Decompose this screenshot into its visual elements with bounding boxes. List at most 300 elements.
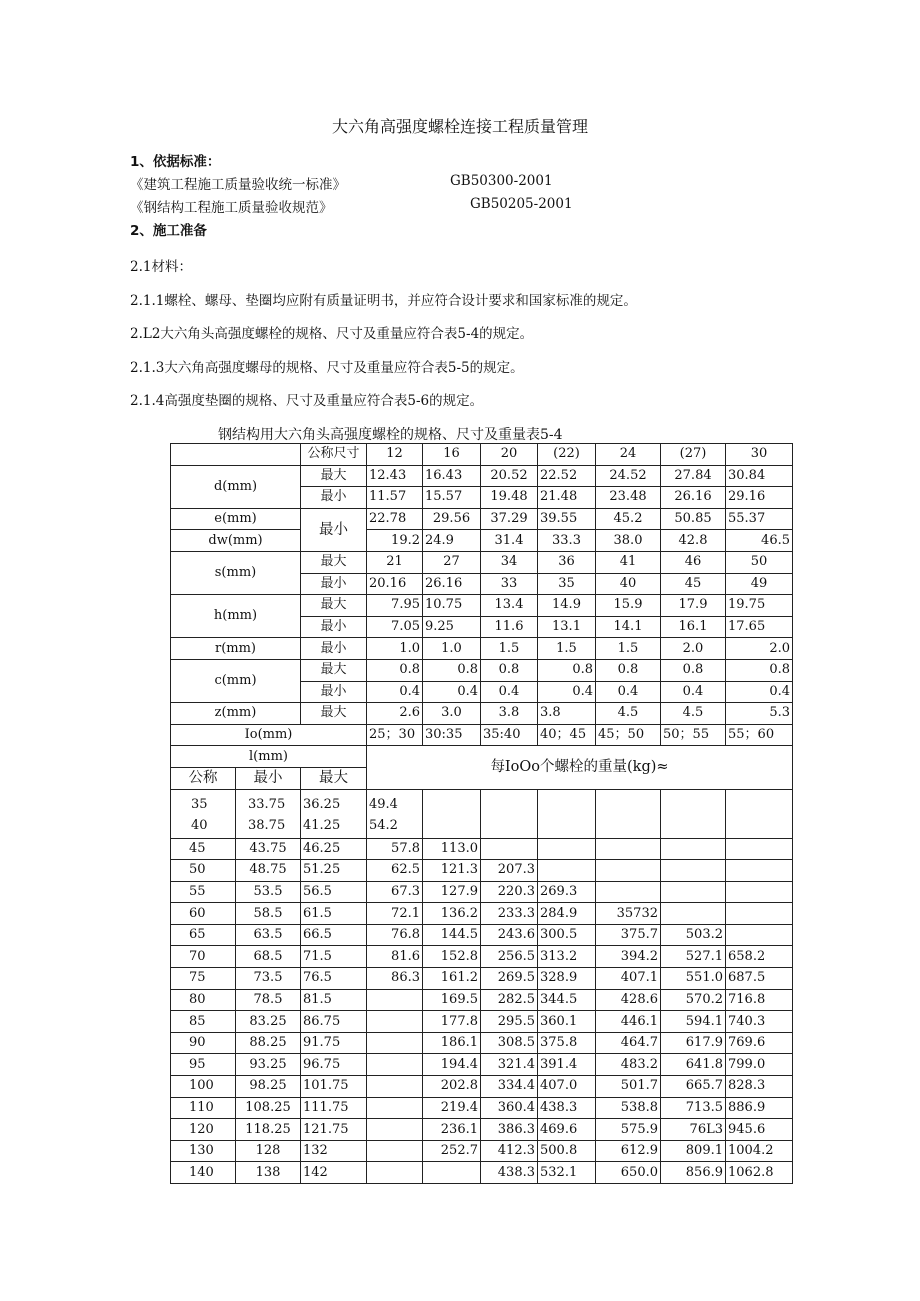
value-cell: 30.84 (726, 465, 793, 487)
weight-cell: 386.3 (481, 1119, 538, 1141)
max-cell: 71.5 (301, 946, 367, 968)
weight-cell: 658.2 (726, 946, 793, 968)
value-cell: 33.3 (538, 530, 596, 552)
weight-cell (726, 903, 793, 925)
value-cell: 14.1 (596, 616, 661, 638)
value-cell: 35:40 (481, 724, 538, 746)
value-cell: 22.52 (538, 465, 596, 487)
max-cell: 111.75 (301, 1097, 367, 1119)
value-cell: 0.4 (596, 681, 661, 703)
param-h-label: h(mm) (171, 595, 301, 638)
weight-cell (596, 838, 661, 860)
weight-cell: 641.8 (661, 1054, 726, 1076)
value-cell: 15.57 (423, 487, 481, 509)
nominal-cell: 130 (171, 1140, 236, 1162)
nominal-cell: 100 (171, 1076, 236, 1098)
max-cell: 121.75 (301, 1119, 367, 1141)
weight-cell: 375.8 (538, 1032, 596, 1054)
value-cell: 49 (726, 573, 793, 595)
value-cell: 0.4 (538, 681, 596, 703)
weight-cell: 300.5 (538, 924, 596, 946)
max-cell: 76.5 (301, 968, 367, 990)
value-cell: (27) (661, 444, 726, 466)
value-cell: 7.05 (367, 616, 423, 638)
value-text: 40 (191, 817, 208, 833)
value-cell: 42.8 (661, 530, 726, 552)
value-cell: 12.43 (367, 465, 423, 487)
min-cell: 98.25 (236, 1076, 301, 1098)
weight-cell (481, 838, 538, 860)
bolt-spec-table (170, 443, 793, 1184)
value-cell: 45；50 (596, 724, 661, 746)
min-cell: 68.5 (236, 946, 301, 968)
value-cell: 0.8 (367, 659, 423, 681)
value-text: 33.75 (248, 796, 286, 812)
weight-cell (596, 860, 661, 882)
param-row-z (171, 703, 793, 725)
weight-cell: 161.2 (423, 968, 481, 990)
value-cell: 19.75 (726, 595, 793, 617)
weight-cell: 438.3 (538, 1097, 596, 1119)
weight-cell (538, 860, 596, 882)
weight-cell (726, 881, 793, 903)
max-cell: 91.75 (301, 1032, 367, 1054)
value-cell: 27 (423, 551, 481, 573)
value-cell: 35 (538, 573, 596, 595)
length-row (171, 1119, 793, 1141)
min-cell: 73.5 (236, 968, 301, 990)
value-cell: 12 (367, 444, 423, 466)
weight-cell: 551.0 (661, 968, 726, 990)
value-cell: 0.4 (423, 681, 481, 703)
weight-cell (367, 1011, 423, 1033)
weight-cell: 501.7 (596, 1076, 661, 1098)
value-cell: 34 (481, 551, 538, 573)
weight-cell: 76.8 (367, 924, 423, 946)
length-row (171, 1097, 793, 1119)
nominal-cell: 65 (171, 924, 236, 946)
weight-cell: 321.4 (481, 1054, 538, 1076)
blank-cell (171, 444, 301, 466)
weight-cell (661, 860, 726, 882)
min-cell: 48.75 (236, 860, 301, 882)
weight-cell: 81.6 (367, 946, 423, 968)
value-cell: 4.5 (661, 703, 726, 725)
weight-cell (538, 838, 596, 860)
value-cell: 4.5 (596, 703, 661, 725)
weight-cell (596, 881, 661, 903)
max-cell: 61.5 (301, 903, 367, 925)
weight-cell: 328.9 (538, 968, 596, 990)
param-d-label: d(mm) (171, 465, 301, 508)
weight-cell: 313.2 (538, 946, 596, 968)
weight-cell: 575.9 (596, 1119, 661, 1141)
weight-cell: 76L3 (661, 1119, 726, 1141)
min-cell: 118.25 (236, 1119, 301, 1141)
value-cell: 10.75 (423, 595, 481, 617)
weight-cell (726, 924, 793, 946)
weight-cell (367, 789, 423, 838)
weight-cell: 799.0 (726, 1054, 793, 1076)
weight-cell: 256.5 (481, 946, 538, 968)
nominal-cell: 55 (171, 881, 236, 903)
para-2-1-4: 2.1.4高强度垫圈的规格、尺寸及重量应符合表5-6的规定。 (130, 393, 484, 409)
value-cell: 30 (726, 444, 793, 466)
min-cell: 83.25 (236, 1011, 301, 1033)
weight-cell (423, 1162, 481, 1184)
length-row (171, 1076, 793, 1098)
length-row (171, 1011, 793, 1033)
value-text: 36.25 (303, 796, 341, 812)
min-label: 最小 (301, 487, 367, 509)
weight-cell (367, 1097, 423, 1119)
min-label: 最小 (301, 573, 367, 595)
value-cell: 13.4 (481, 595, 538, 617)
nominal-cell: 140 (171, 1162, 236, 1184)
weight-cell: 612.9 (596, 1140, 661, 1162)
min-label: 最小 (301, 616, 367, 638)
value-cell: 1.5 (596, 638, 661, 660)
min-cell: 53.5 (236, 881, 301, 903)
weight-cell: 284.9 (538, 903, 596, 925)
value-cell: 16.43 (423, 465, 481, 487)
nominal-size-label: 公称尺寸 (301, 444, 367, 466)
length-row (171, 968, 793, 990)
standard-1-name: 《建筑工程施工质量验收统一标准》 (130, 177, 346, 193)
value-cell: 26.16 (423, 573, 481, 595)
weight-cell: 121.3 (423, 860, 481, 882)
weight-cell: 464.7 (596, 1032, 661, 1054)
section-2-heading: 2、施工准备 (130, 223, 207, 239)
max-label: 最大 (301, 595, 367, 617)
weight-cell: 252.7 (423, 1140, 481, 1162)
value-cell: 1.0 (423, 638, 481, 660)
max-cell: 56.5 (301, 881, 367, 903)
value-cell: 3.0 (423, 703, 481, 725)
param-z-label: z(mm) (171, 703, 301, 725)
param-row-h-max (171, 595, 793, 617)
weight-cell: 570.2 (661, 989, 726, 1011)
length-row-35-40 (171, 789, 793, 838)
value-cell: 2.6 (367, 703, 423, 725)
para-2-1-1: 2.1.1螺栓、螺母、垫圈均应附有质量证明书，并应符合设计要求和国家标准的规定。 (130, 293, 637, 309)
page-title: 大六角高强度螺栓连接工程质量管理 (331, 117, 588, 136)
length-header-row (171, 746, 793, 768)
param-row-dw (171, 530, 793, 552)
header-row (171, 444, 793, 466)
value-cell: 46 (661, 551, 726, 573)
param-row-s-max (171, 551, 793, 573)
weight-cell: 428.6 (596, 989, 661, 1011)
weight-cell: 35732 (596, 903, 661, 925)
length-row (171, 881, 793, 903)
weight-cell: 207.3 (481, 860, 538, 882)
max-label: 最大 (301, 551, 367, 573)
weight-cell (367, 1119, 423, 1141)
weight-cell: 945.6 (726, 1119, 793, 1141)
value-cell: 0.8 (596, 659, 661, 681)
value-cell: 0.8 (661, 659, 726, 681)
value-cell: 31.4 (481, 530, 538, 552)
min-cell: 88.25 (236, 1032, 301, 1054)
weight-cell: 72.1 (367, 903, 423, 925)
blank-cell (596, 789, 661, 838)
weight-label: 每IoOo个螺栓的重量(kg)≈ (367, 746, 793, 789)
nominal-cell: 120 (171, 1119, 236, 1141)
nominal-cell: 60 (171, 903, 236, 925)
max-label: 最大 (301, 659, 367, 681)
value-cell: 5.3 (726, 703, 793, 725)
value-cell: 37.29 (481, 508, 538, 530)
weight-cell (367, 1140, 423, 1162)
value-cell: 50 (726, 551, 793, 573)
max-col-header: 最大 (301, 767, 367, 789)
weight-cell: 412.3 (481, 1140, 538, 1162)
value-cell: 21.48 (538, 487, 596, 509)
weight-cell: 360.1 (538, 1011, 596, 1033)
value-cell: 17.9 (661, 595, 726, 617)
value-cell: 46.5 (726, 530, 793, 552)
value-cell: 45 (661, 573, 726, 595)
length-label: l(mm) (171, 746, 367, 768)
max-cell (301, 789, 367, 838)
min-cell: 63.5 (236, 924, 301, 946)
min-cell: 58.5 (236, 903, 301, 925)
length-row (171, 989, 793, 1011)
weight-cell: 236.1 (423, 1119, 481, 1141)
value-text: 54.2 (369, 817, 398, 833)
value-cell: 36 (538, 551, 596, 573)
weight-cell: 407.1 (596, 968, 661, 990)
value-cell: 38.0 (596, 530, 661, 552)
weight-cell: 665.7 (661, 1076, 726, 1098)
param-row-d-max (171, 465, 793, 487)
weight-cell: 1004.2 (726, 1140, 793, 1162)
weight-cell: 716.8 (726, 989, 793, 1011)
max-cell: 46.25 (301, 838, 367, 860)
value-cell: 24.9 (423, 530, 481, 552)
max-label: 最大 (301, 465, 367, 487)
value-cell: 50；55 (661, 724, 726, 746)
min-label: 最小 (301, 638, 367, 660)
weight-cell: 57.8 (367, 838, 423, 860)
min-cell: 93.25 (236, 1054, 301, 1076)
min-label: 最小 (301, 508, 367, 551)
max-cell: 66.5 (301, 924, 367, 946)
value-cell: 40 (596, 573, 661, 595)
blank-cell (726, 789, 793, 838)
standard-1-code: GB50300-2001 (450, 173, 553, 189)
weight-cell: 503.2 (661, 924, 726, 946)
weight-cell (661, 881, 726, 903)
weight-cell: 220.3 (481, 881, 538, 903)
value-cell: 20 (481, 444, 538, 466)
weight-cell: 233.3 (481, 903, 538, 925)
value-cell: 0.8 (481, 659, 538, 681)
weight-cell: 438.3 (481, 1162, 538, 1184)
weight-cell: 194.4 (423, 1054, 481, 1076)
nominal-cell: 45 (171, 838, 236, 860)
param-r-label: r(mm) (171, 638, 301, 660)
nominal-cell: 85 (171, 1011, 236, 1033)
weight-cell: 269.5 (481, 968, 538, 990)
value-text: 35 (191, 796, 208, 812)
weight-cell: 687.5 (726, 968, 793, 990)
value-cell: 11.6 (481, 616, 538, 638)
blank-cell (481, 789, 538, 838)
weight-cell: 67.3 (367, 881, 423, 903)
param-dw-label: dw(mm) (171, 530, 301, 552)
para-2-1-3: 2.1.3大六角高强度螺母的规格、尺寸及重量应符合表5-5的规定。 (130, 360, 524, 376)
value-cell: 15.9 (596, 595, 661, 617)
value-cell: 7.95 (367, 595, 423, 617)
value-cell: 20.16 (367, 573, 423, 595)
value-cell: 40；45 (538, 724, 596, 746)
weight-cell (661, 838, 726, 860)
section-1-heading: 1、依据标准： (130, 154, 221, 170)
nominal-cell: 90 (171, 1032, 236, 1054)
weight-cell (367, 989, 423, 1011)
weight-cell: 538.8 (596, 1097, 661, 1119)
max-cell: 86.75 (301, 1011, 367, 1033)
nominal-cell: 110 (171, 1097, 236, 1119)
value-cell: 0.8 (726, 659, 793, 681)
weight-cell: 769.6 (726, 1032, 793, 1054)
value-cell: 22.78 (367, 508, 423, 530)
weight-cell: 856.9 (661, 1162, 726, 1184)
weight-cell (367, 1076, 423, 1098)
min-cell: 108.25 (236, 1097, 301, 1119)
value-cell: 29.16 (726, 487, 793, 509)
value-cell: 29.56 (423, 508, 481, 530)
param-row-c-max (171, 659, 793, 681)
length-row (171, 860, 793, 882)
weight-cell: 152.8 (423, 946, 481, 968)
standard-2-name: 《钢结构工程施工质量验收规范》 (130, 200, 333, 216)
min-cell: 138 (236, 1162, 301, 1184)
length-row (171, 1032, 793, 1054)
value-cell: 19.2 (367, 530, 423, 552)
weight-cell: 1062.8 (726, 1162, 793, 1184)
value-cell: 17.65 (726, 616, 793, 638)
min-cell: 128 (236, 1140, 301, 1162)
blank-cell (661, 789, 726, 838)
nominal-cell: 75 (171, 968, 236, 990)
min-cell: 43.75 (236, 838, 301, 860)
weight-cell: 375.7 (596, 924, 661, 946)
weight-cell: 360.4 (481, 1097, 538, 1119)
weight-cell (367, 1162, 423, 1184)
weight-cell: 186.1 (423, 1032, 481, 1054)
value-cell: 39.55 (538, 508, 596, 530)
value-cell: 3.8 (481, 703, 538, 725)
max-cell: 96.75 (301, 1054, 367, 1076)
min-cell: 78.5 (236, 989, 301, 1011)
weight-cell: 886.9 (726, 1097, 793, 1119)
min-cell (236, 789, 301, 838)
weight-cell: 740.3 (726, 1011, 793, 1033)
value-cell: 11.57 (367, 487, 423, 509)
weight-cell: 282.5 (481, 989, 538, 1011)
para-2-1-2: 2.L2大六角头高强度螺栓的规格、尺寸及重量应符合表5-4的规定。 (130, 326, 534, 342)
value-cell: 27.84 (661, 465, 726, 487)
value-cell: 14.9 (538, 595, 596, 617)
value-cell: 9.25 (423, 616, 481, 638)
value-text: 49.4 (369, 796, 398, 812)
length-row (171, 838, 793, 860)
weight-cell: 809.1 (661, 1140, 726, 1162)
blank-cell (423, 789, 481, 838)
min-label: 最小 (301, 681, 367, 703)
value-text: 41.25 (303, 817, 341, 833)
param-row-lo (171, 724, 793, 746)
weight-cell (367, 1054, 423, 1076)
value-cell: 55；60 (726, 724, 793, 746)
nominal-cell: 70 (171, 946, 236, 968)
max-cell: 101.75 (301, 1076, 367, 1098)
length-row (171, 946, 793, 968)
weight-cell: 828.3 (726, 1076, 793, 1098)
weight-cell: 308.5 (481, 1032, 538, 1054)
weight-cell: 295.5 (481, 1011, 538, 1033)
max-cell: 142 (301, 1162, 367, 1184)
weight-cell (367, 1032, 423, 1054)
nominal-cell: 50 (171, 860, 236, 882)
value-cell: 45.2 (596, 508, 661, 530)
value-cell: 50.85 (661, 508, 726, 530)
value-cell: 0.8 (423, 659, 481, 681)
max-cell: 132 (301, 1140, 367, 1162)
weight-cell: 202.8 (423, 1076, 481, 1098)
length-row (171, 903, 793, 925)
weight-cell: 446.1 (596, 1011, 661, 1033)
value-cell: 30:35 (423, 724, 481, 746)
weight-cell: 219.4 (423, 1097, 481, 1119)
weight-cell: 243.6 (481, 924, 538, 946)
weight-cell: 407.0 (538, 1076, 596, 1098)
value-cell: 25；30 (367, 724, 423, 746)
weight-cell: 86.3 (367, 968, 423, 990)
value-cell: 0.4 (367, 681, 423, 703)
weight-cell (726, 860, 793, 882)
weight-cell (726, 838, 793, 860)
value-cell: 55.37 (726, 508, 793, 530)
weight-cell: 713.5 (661, 1097, 726, 1119)
param-row-r (171, 638, 793, 660)
para-2-1: 2.1材料： (130, 259, 192, 275)
weight-cell: 113.0 (423, 838, 481, 860)
weight-cell: 127.9 (423, 881, 481, 903)
nominal-cell: 95 (171, 1054, 236, 1076)
min-col-header: 最小 (236, 767, 301, 789)
value-cell: 21 (367, 551, 423, 573)
value-cell: 13.1 (538, 616, 596, 638)
weight-cell: 177.8 (423, 1011, 481, 1033)
max-label: 最大 (301, 703, 367, 725)
param-c-label: c(mm) (171, 659, 301, 702)
value-cell: 16.1 (661, 616, 726, 638)
param-row-e (171, 508, 793, 530)
weight-cell: 269.3 (538, 881, 596, 903)
value-cell: 20.52 (481, 465, 538, 487)
nominal-cell: 80 (171, 989, 236, 1011)
weight-cell: 469.6 (538, 1119, 596, 1141)
weight-cell: 136.2 (423, 903, 481, 925)
weight-cell: 334.4 (481, 1076, 538, 1098)
max-cell: 81.5 (301, 989, 367, 1011)
standard-2-code: GB50205-2001 (470, 196, 573, 212)
max-cell: 51.25 (301, 860, 367, 882)
